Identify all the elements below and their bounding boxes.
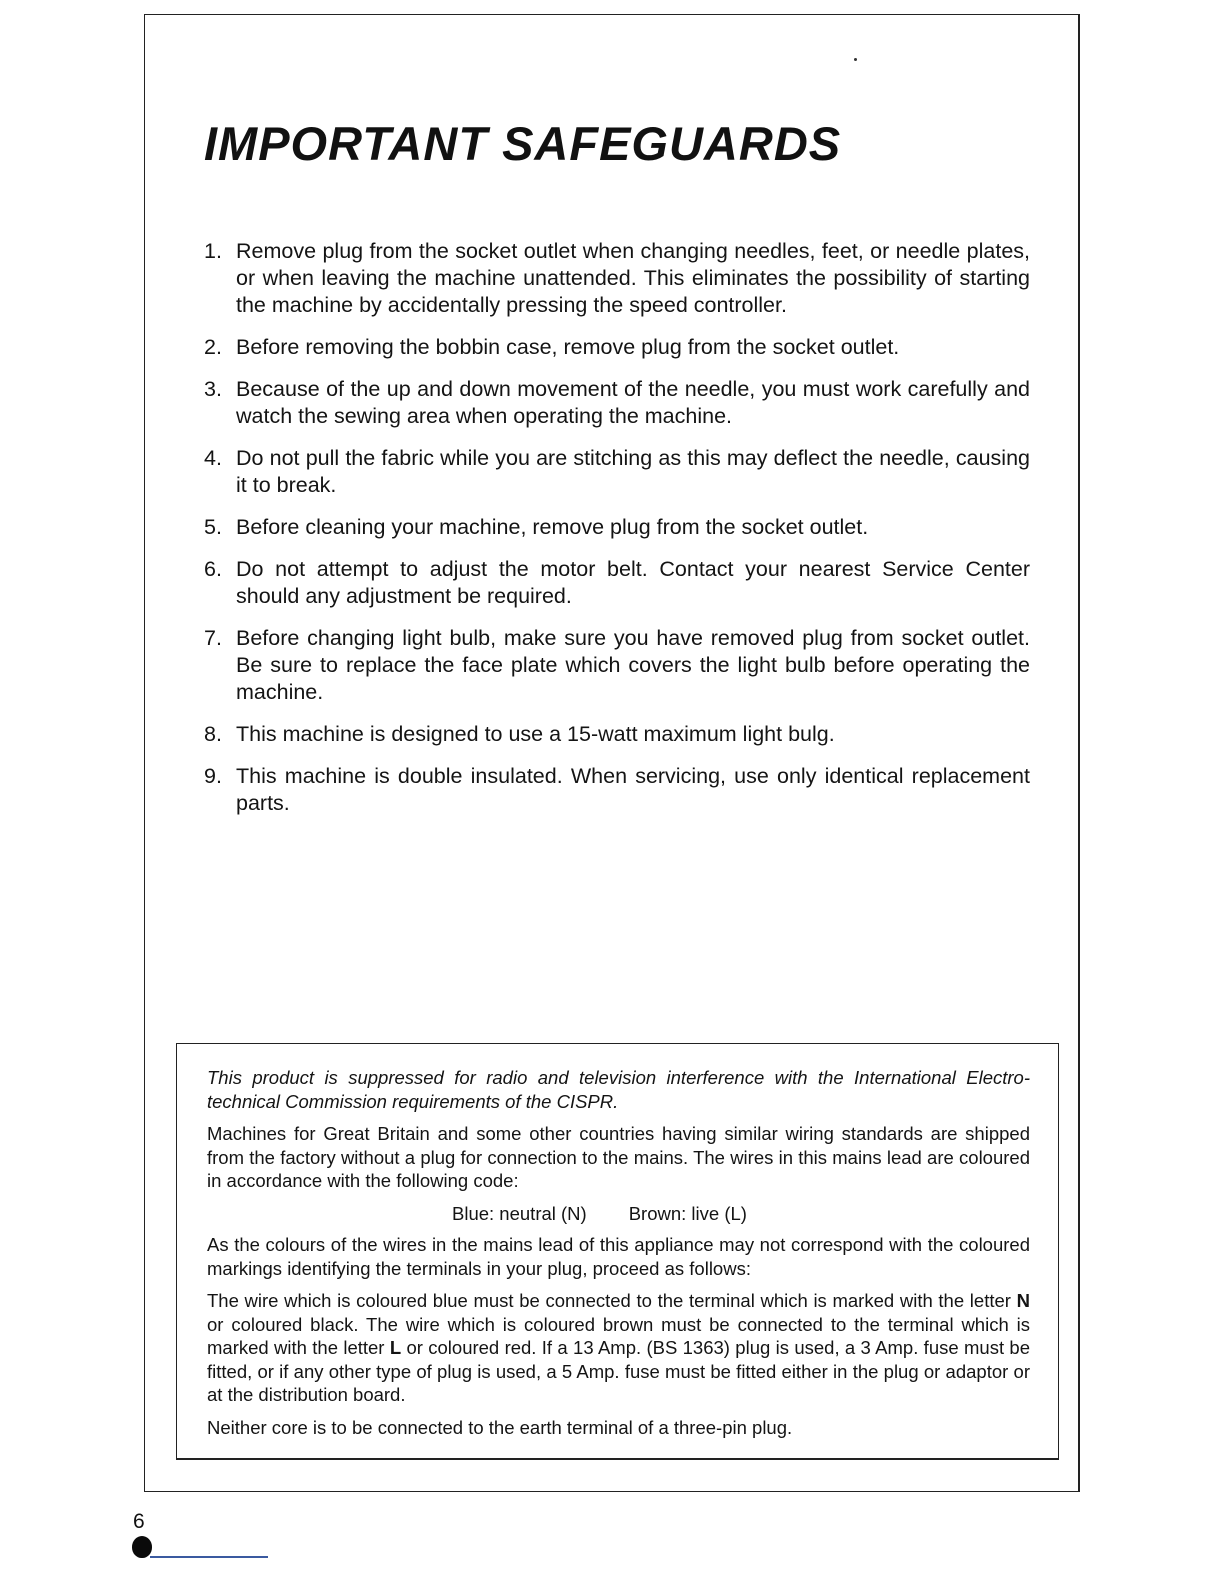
- item-number: 2.: [204, 335, 222, 359]
- safeguard-item: [198, 514, 1030, 541]
- safeguard-item: [198, 625, 1030, 706]
- wiring-text-2: or coloured black. The wire which is coloured brown must be connected to the terminal which is marked with the letter: [207, 1313, 1030, 1358]
- letter-l: L: [389, 1337, 402, 1358]
- item-number: 7.: [204, 626, 222, 650]
- safeguard-item: [198, 334, 1030, 361]
- item-text: Remove plug from the socket outlet when changing needles, feet, or needle plates, or when leaving the machine unattended. This eliminates the possibility of starting the machine by accidentally pressing the speed controller.: [236, 239, 1030, 317]
- safeguard-item: [198, 556, 1030, 610]
- page-title: IMPORTANT SAFEGUARDS: [204, 117, 842, 170]
- earth-warning: Neither core is to be connected to the earth terminal of a three-pin plug.: [207, 1416, 793, 1438]
- page-rule: [150, 1556, 268, 1558]
- safeguard-item: [198, 376, 1030, 430]
- item-text: Do not attempt to adjust the motor belt. Contact your nearest Service Center should any adjustment be required.: [236, 557, 1030, 608]
- wiring-text-1: The wire which is coloured blue must be connected to the terminal which is marked with the letter: [207, 1290, 1017, 1311]
- wire-colour-code: [207, 1202, 1030, 1226]
- letter-n: N: [1016, 1290, 1030, 1311]
- item-number: 8.: [204, 722, 222, 746]
- item-number: 6.: [204, 557, 222, 581]
- item-number: 3.: [204, 377, 222, 401]
- electrical-notice-box: [176, 1043, 1059, 1460]
- safeguards-list: [198, 238, 1030, 832]
- item-text: Before changing light bulb, make sure you have removed plug from socket outlet. Be sure to replace the face plate which covers the light bulb before operating the machine.: [236, 626, 1030, 704]
- scan-speck: [854, 58, 857, 61]
- colours-paragraph: As the colours of the wires in the mains lead of this appliance may not correspond with the coloured markings identifying the terminals in your plug, proceed as follows:: [207, 1234, 1030, 1279]
- wiring-instructions: [207, 1289, 1030, 1407]
- page-marker-dot: [132, 1536, 152, 1558]
- safeguard-item: [198, 721, 1030, 748]
- item-text: Because of the up and down movement of the needle, you must work carefully and watch the sewing area when operating the machine.: [236, 377, 1030, 428]
- item-text: This machine is designed to use a 15-watt maximum light bulg.: [236, 722, 835, 746]
- machines-paragraph: Machines for Great Britain and some other countries having similar wiring standards are shipped from the factory without a plug for connection to the mains. The wires in this mains lead are coloured in accordance with the following code:: [207, 1123, 1030, 1191]
- brown-wire-code: Brown: live (L): [628, 1202, 747, 1224]
- blue-wire-code: Blue: neutral (N): [452, 1202, 587, 1224]
- safeguard-item: [198, 445, 1030, 499]
- page-number: 6: [133, 1510, 145, 1533]
- safeguard-item: [198, 763, 1030, 817]
- item-number: 9.: [204, 764, 222, 788]
- item-number: 4.: [204, 446, 222, 470]
- item-text: This machine is double insulated. When servicing, use only identical replacement parts.: [236, 764, 1030, 815]
- item-text: Before removing the bobbin case, remove plug from the socket outlet.: [236, 335, 900, 359]
- wiring-text-3: or coloured red. If a 13 Amp. (BS 1363) plug is used, a 3 Amp. fuse must be fitted, or if any other type of plug is used, a 5 Amp. fuse must be fitted either in the plug or adaptor or at the distribution board.: [207, 1337, 1031, 1405]
- item-text: Before cleaning your machine, remove plug from the socket outlet.: [236, 515, 869, 539]
- item-number: 5.: [204, 515, 222, 539]
- safeguard-item: [198, 238, 1030, 319]
- item-number: 1.: [204, 239, 222, 263]
- suppression-statement: This product is suppressed for radio and television interference with the International Electro-technical Commission requirements of the CISPR.: [207, 1067, 1030, 1112]
- item-text: Do not pull the fabric while you are stitching as this may deflect the needle, causing it to break.: [236, 446, 1030, 497]
